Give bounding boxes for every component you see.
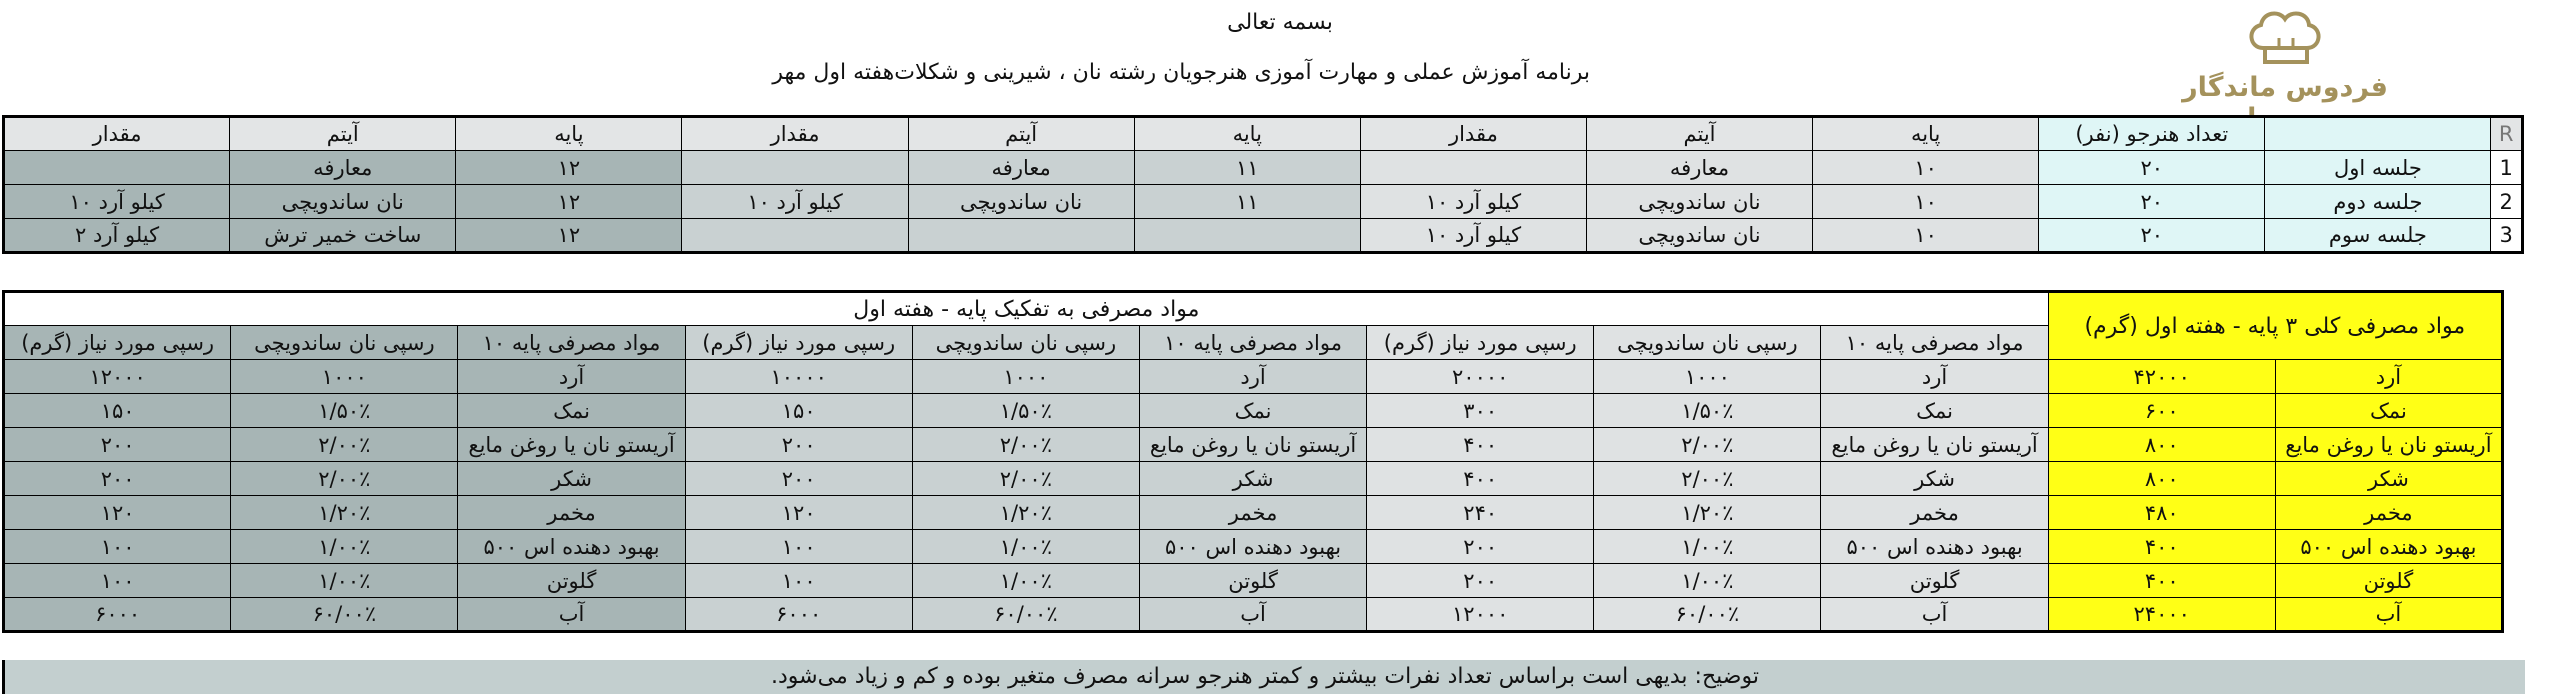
material-cell: گلوتن [458,564,685,598]
material-name: نمک [2275,394,2502,428]
cell: ۱۰ [1813,185,2039,219]
material-cell: مخمر [458,496,685,530]
cell: معارفه [908,151,1134,185]
material-cell: شکر [458,462,685,496]
material-cell: ۱۰۰۰ [231,360,458,394]
material-row [4,360,2503,394]
material-cell: ۲/۰۰٪ [231,428,458,462]
material-cell: ۲۰۰ [1367,530,1594,564]
material-cell: آریستو نان یا روغن مایع [1139,428,1366,462]
material-cell: ۲/۰۰٪ [912,462,1139,496]
material-cell: نمک [458,394,685,428]
session-name: جلسه سوم [2265,219,2491,253]
cell [4,151,230,185]
material-cell: ۶۰/۰۰٪ [912,598,1139,632]
cell: نان ساندویچی [230,185,456,219]
session-row [4,219,2523,253]
material-cell: آریستو نان یا روغن مایع [458,428,685,462]
material-cell: ۱۵۰ [4,394,231,428]
cell: نان ساندویچی [908,185,1134,219]
materials-table [2,290,2504,633]
logo-text: فردوس ماندگار [2182,72,2388,103]
material-name: شکر [2275,462,2502,496]
header-item: آیتم [1586,117,1812,151]
material-cell: آب [1139,598,1366,632]
material-row [4,394,2503,428]
breakdown-title: مواد مصرفی به تفکیک پایه - هفته اول [4,292,2049,326]
material-total: ۴۰۰ [2048,530,2275,564]
material-name: مخمر [2275,496,2502,530]
cell: ۱۱ [1134,185,1360,219]
material-cell: ۱۰۰۰ [912,360,1139,394]
cell: معارفه [1586,151,1812,185]
material-row [4,496,2503,530]
cell: ۱۰ [1813,151,2039,185]
subheader: رسپی مورد نیاز (گرم) [685,326,912,360]
material-name: آریستو نان یا روغن مایع [2275,428,2502,462]
material-cell: ۱/۰۰٪ [912,564,1139,598]
material-cell: ۴۰۰ [1367,428,1594,462]
note-text: توضیح: بدیهی است براساس تعداد نفرات بیشتر و کمتر هنرجو سرانه مصرف متغیر بوده و کم و زیاد می‌شود. [2,660,2525,694]
material-cell: ۱/۰۰٪ [231,530,458,564]
material-cell: ۱۰۰ [4,564,231,598]
material-cell: نمک [1821,394,2048,428]
material-total: ۴۸۰ [2048,496,2275,530]
header-amount: مقدار [1360,117,1586,151]
material-total: ۴۲۰۰۰ [2048,360,2275,394]
material-cell: ۲۰۰ [685,462,912,496]
material-row [4,564,2503,598]
row-number: 2 [2491,185,2523,219]
sessions-header-row [4,117,2523,151]
material-row [4,530,2503,564]
cell [908,219,1134,253]
material-cell: ۲۰۰ [685,428,912,462]
header-amount: مقدار [682,117,908,151]
session-name: جلسه اول [2265,151,2491,185]
material-total: ۸۰۰ [2048,428,2275,462]
material-cell: آریستو نان یا روغن مایع [1821,428,2048,462]
student-count: ۲۰ [2039,219,2265,253]
cell [1134,219,1360,253]
material-cell: ۱/۰۰٪ [912,530,1139,564]
cell: نان ساندویچی [1586,219,1812,253]
material-cell: ۱۵۰ [685,394,912,428]
material-total: ۲۴۰۰۰ [2048,598,2275,632]
material-cell: مخمر [1821,496,2048,530]
header-grade: پایه [1134,117,1360,151]
material-name: بهبود دهنده اس ۵۰۰ [2275,530,2502,564]
subheader: رسپی مورد نیاز (گرم) [4,326,231,360]
row-number: 3 [2491,219,2523,253]
material-cell: ۲۴۰ [1367,496,1594,530]
header-grade: پایه [1813,117,2039,151]
cell: ساخت خمیر ترش [230,219,456,253]
material-cell: بهبود دهنده اس ۵۰۰ [458,530,685,564]
material-cell: ۲۰۰ [4,428,231,462]
session-name: جلسه دوم [2265,185,2491,219]
material-cell: بهبود دهنده اس ۵۰۰ [1821,530,2048,564]
material-cell: ۲/۰۰٪ [231,462,458,496]
material-cell: ۱۲۰۰۰ [4,360,231,394]
material-cell: ۶۰/۰۰٪ [1594,598,1821,632]
material-cell: آب [1821,598,2048,632]
cell: کیلو آرد ۱۰ [4,185,230,219]
material-cell: ۶۰۰۰ [4,598,231,632]
material-cell: ۲۰۰۰۰ [1367,360,1594,394]
material-cell: ۱۰۰۰۰ [685,360,912,394]
material-cell: ۱/۲۰٪ [1594,496,1821,530]
material-cell: بهبود دهنده اس ۵۰۰ [1139,530,1366,564]
material-cell: ۱/۰۰٪ [1594,564,1821,598]
material-cell: آرد [1139,360,1366,394]
material-cell: ۱۰۰۰ [1594,360,1821,394]
materials-body [4,360,2503,632]
materials-title-row [4,292,2503,326]
material-cell: ۱/۵۰٪ [1594,394,1821,428]
material-row [4,428,2503,462]
material-cell: ۲۰۰ [4,462,231,496]
material-cell: ۱/۰۰٪ [1594,530,1821,564]
material-total: ۶۰۰ [2048,394,2275,428]
material-cell: آب [458,598,685,632]
header-empty [2265,117,2491,151]
cell: ۱۲ [456,219,682,253]
cell: ۱۲ [456,185,682,219]
material-name: آرد [2275,360,2502,394]
material-cell: ۳۰۰ [1367,394,1594,428]
material-total: ۴۰۰ [2048,564,2275,598]
material-cell: ۱۲۰۰۰ [1367,598,1594,632]
material-cell: گلوتن [1139,564,1366,598]
material-cell: ۱/۵۰٪ [912,394,1139,428]
chef-hat-icon [2245,8,2327,74]
material-cell: ۱۰۰ [685,564,912,598]
material-cell: ۱/۵۰٪ [231,394,458,428]
corner-cell: R [2491,117,2523,151]
material-cell: ۶۰۰۰ [685,598,912,632]
page-heading: بسمه تعالی [1227,10,1333,35]
material-cell: ۶۰/۰۰٪ [231,598,458,632]
material-name: آب [2275,598,2502,632]
material-cell: گلوتن [1821,564,2048,598]
cell [1360,151,1586,185]
material-cell: ۱۲۰ [685,496,912,530]
cell: نان ساندویچی [1586,185,1812,219]
material-cell: ۱۲۰ [4,496,231,530]
material-cell: ۱۰۰ [685,530,912,564]
cell: کیلو آرد ۲ [4,219,230,253]
material-cell: مخمر [1139,496,1366,530]
cell: کیلو آرد ۱۰ [1360,219,1586,253]
material-cell: ۲/۰۰٪ [1594,462,1821,496]
cell: ۱۱ [1134,151,1360,185]
header-item: آیتم [230,117,456,151]
subheader: رسپی نان ساندویچی [231,326,458,360]
cell [682,219,908,253]
cell: کیلو آرد ۱۰ [682,185,908,219]
cell: معارفه [230,151,456,185]
material-cell: آرد [458,360,685,394]
program-title: برنامه آموزش عملی و مهارت آموزی هنرجویان رشته نان ، شیرینی و شکلات‌هفته اول مهر [772,60,1590,85]
material-cell: نمک [1139,394,1366,428]
student-count: ۲۰ [2039,185,2265,219]
subheader: رسپی مورد نیاز (گرم) [1367,326,1594,360]
material-name: گلوتن [2275,564,2502,598]
material-cell: ۱۰۰ [4,530,231,564]
session-row [4,185,2523,219]
subheader: مواد مصرفی پایه ۱۰ [458,326,685,360]
header-item: آیتم [908,117,1134,151]
sessions-table [2,115,2524,254]
subheader: رسپی نان ساندویچی [1594,326,1821,360]
material-cell: ۱/۲۰٪ [231,496,458,530]
cell: کیلو آرد ۱۰ [1360,185,1586,219]
cell: ۱۲ [456,151,682,185]
session-row [4,151,2523,185]
material-cell: ۲۰۰ [1367,564,1594,598]
subheader: رسپی نان ساندویچی [912,326,1139,360]
subheader: مواد مصرفی پایه ۱۰ [1821,326,2048,360]
row-number: 1 [2491,151,2523,185]
cell: ۱۰ [1813,219,2039,253]
material-row [4,462,2503,496]
student-count: ۲۰ [2039,151,2265,185]
total-materials-title: مواد مصرفی کلی ۳ پایه - هفته اول (گرم) [2048,292,2502,360]
material-cell: شکر [1139,462,1366,496]
material-cell: ۱/۰۰٪ [231,564,458,598]
subheader: مواد مصرفی پایه ۱۰ [1139,326,1366,360]
material-cell: ۴۰۰ [1367,462,1594,496]
material-cell: ۲/۰۰٪ [912,428,1139,462]
material-cell: ۲/۰۰٪ [1594,428,1821,462]
header-amount: مقدار [4,117,230,151]
material-total: ۸۰۰ [2048,462,2275,496]
cell [682,151,908,185]
header-grade: پایه [456,117,682,151]
material-cell: شکر [1821,462,2048,496]
material-cell: ۱/۲۰٪ [912,496,1139,530]
material-cell: آرد [1821,360,2048,394]
material-row [4,598,2503,632]
header-student-count: تعداد هنرجو (نفر) [2039,117,2265,151]
